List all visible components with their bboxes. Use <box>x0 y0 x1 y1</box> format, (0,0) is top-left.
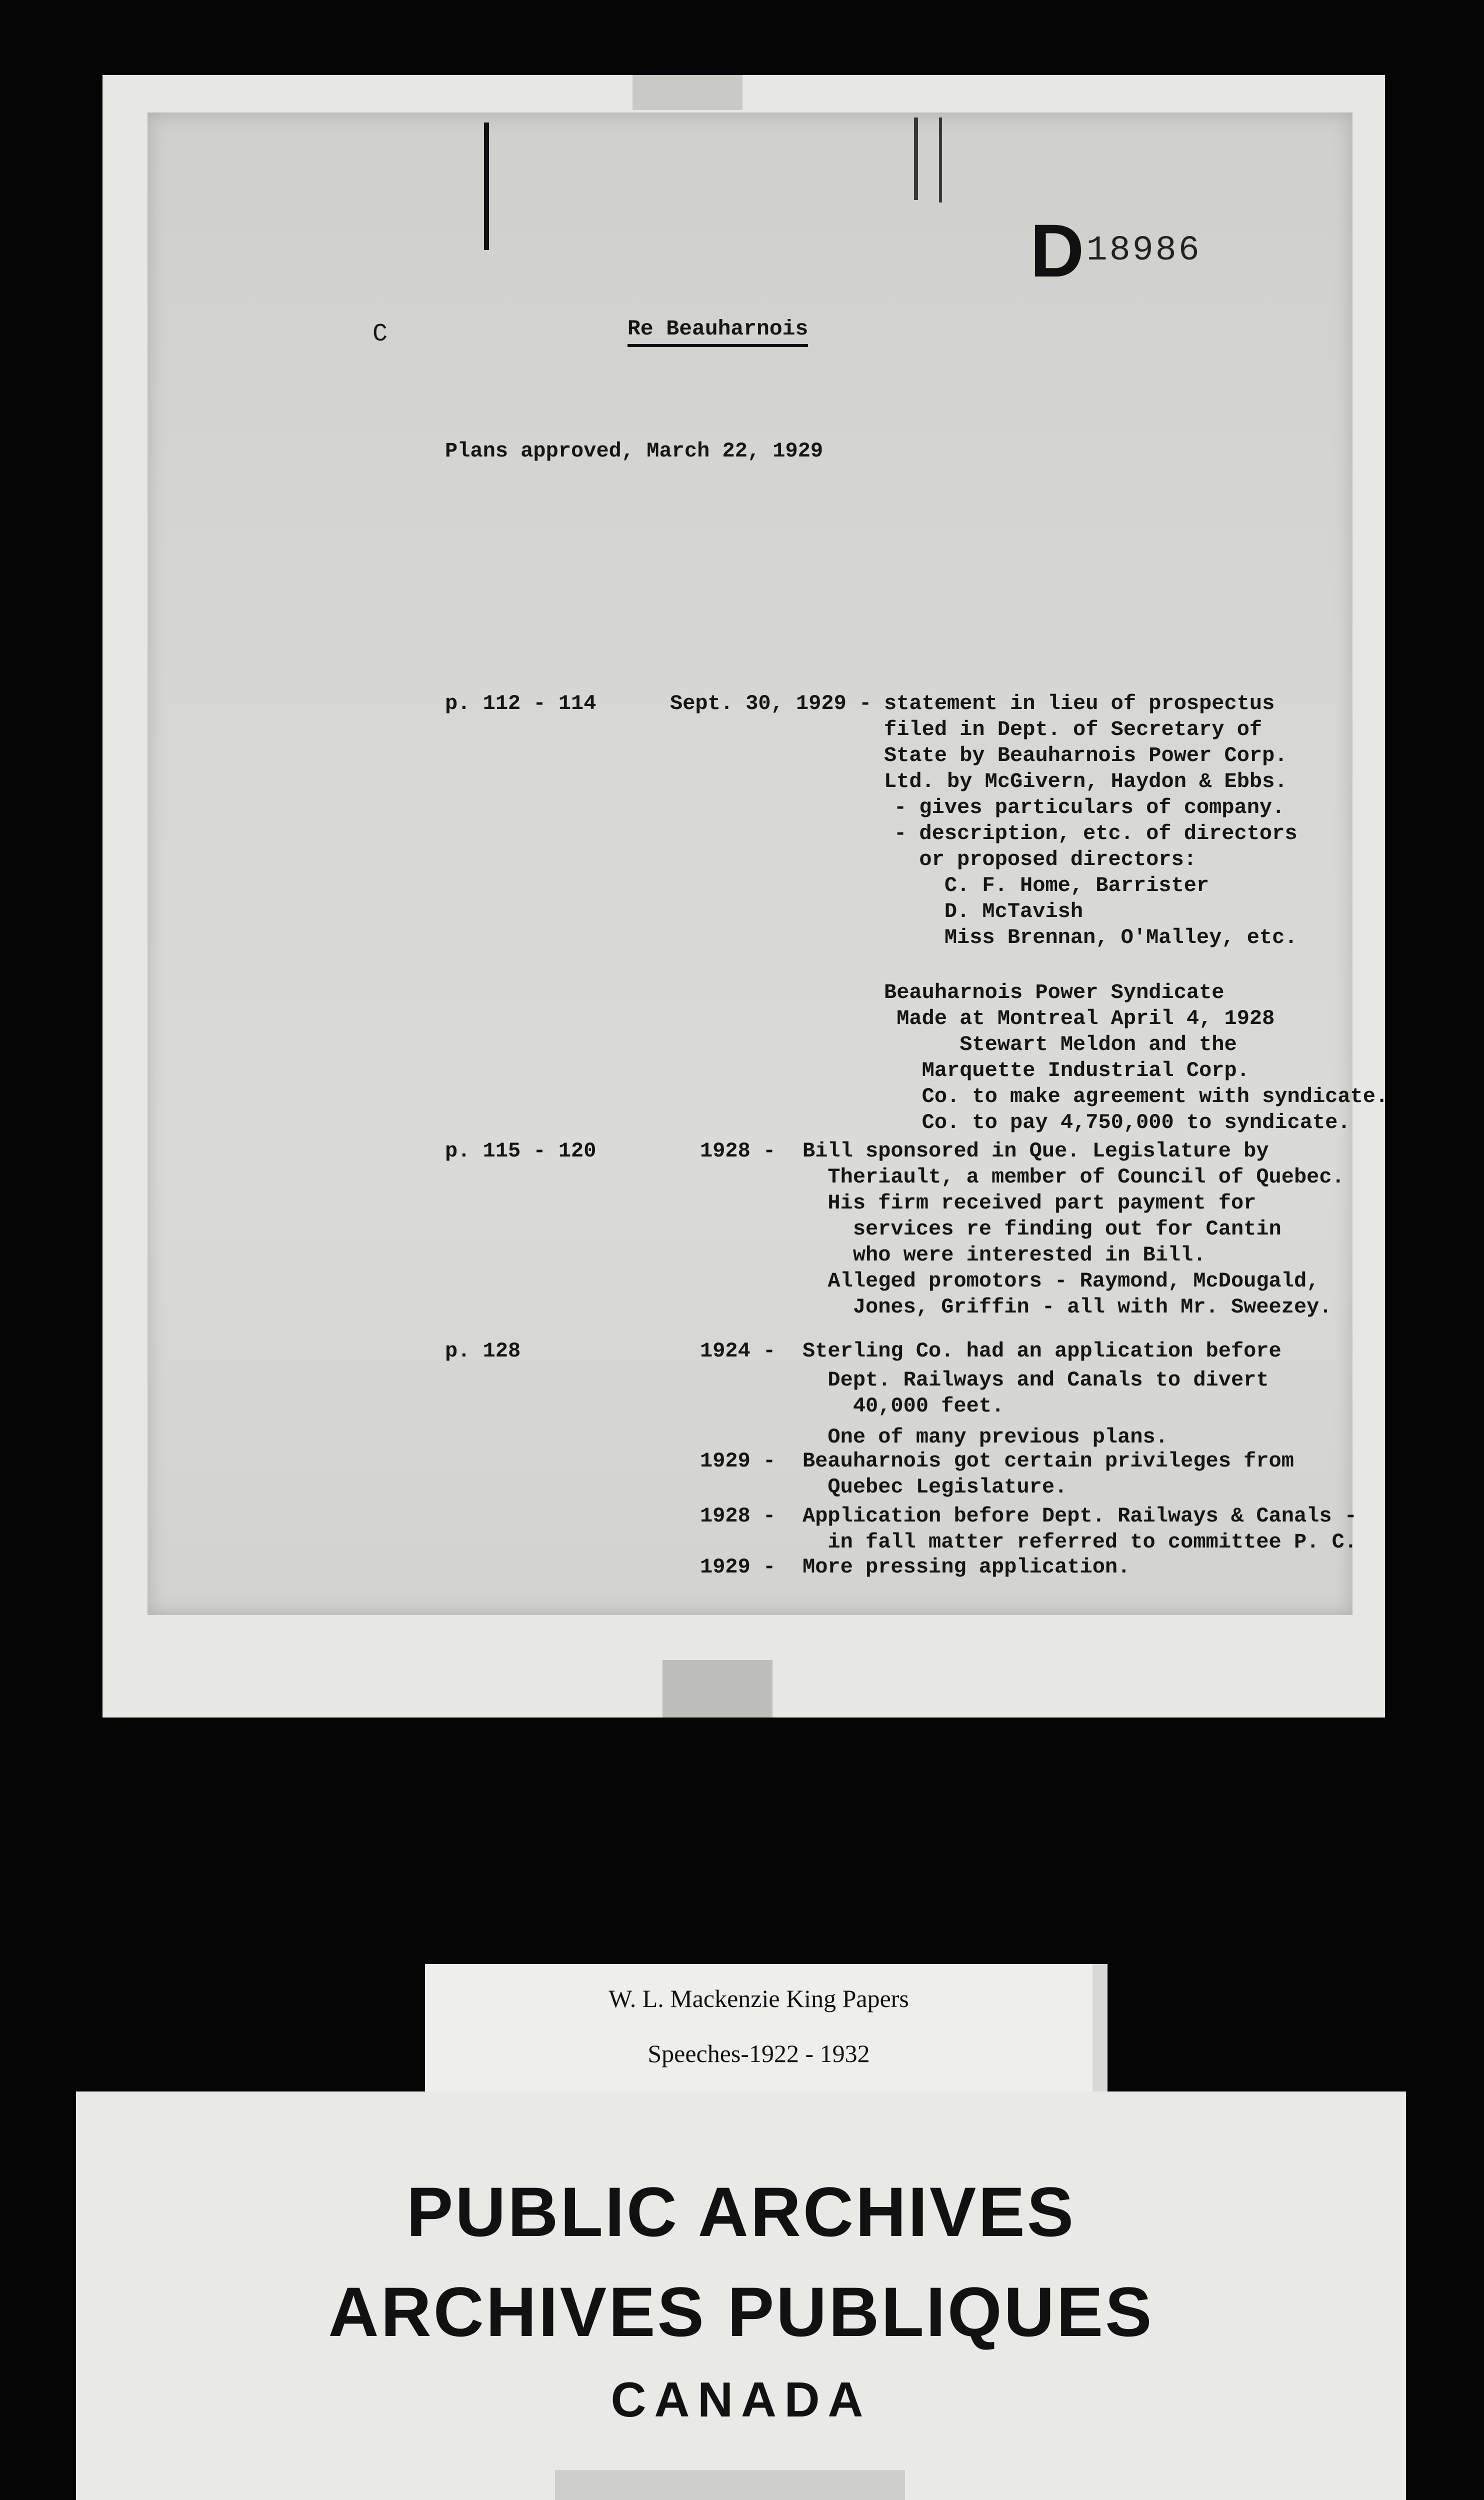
margin-mark-2 <box>914 118 918 200</box>
entry-3-line: One of many previous plans. <box>802 1425 1168 1449</box>
stamp-line-country: CANADA <box>610 2372 872 2427</box>
entry-1-line: Stewart Meldon and the <box>884 1032 1237 1056</box>
entry-4-line: Beauharnois got certain privileges from <box>802 1449 1294 1473</box>
entry-6-body <box>802 1555 1130 1603</box>
stamp-line-english: PUBLIC ARCHIVES <box>406 2172 1076 2251</box>
entry-6-line: More pressing application. <box>802 1555 1130 1579</box>
plans-approved-line: Plans approved, March 22, 1929 <box>445 439 824 463</box>
entry-4-line: Quebec Legislature. <box>802 1475 1068 1499</box>
entry-2-line: who were interested in Bill. <box>802 1243 1206 1267</box>
entry-1-body <box>884 692 1388 1134</box>
entry-2-date: 1928 - <box>700 1139 776 1163</box>
entry-1-line: or proposed directors: <box>894 848 1196 872</box>
top-mount-tab <box>632 75 742 110</box>
entry-5-date: 1928 - <box>700 1504 776 1528</box>
entry-1-line: D. McTavish <box>894 900 1084 924</box>
entry-1-line: filed in Dept. of Secretary of <box>884 718 1262 742</box>
document-id-letter: D <box>1030 208 1084 292</box>
entry-1-line: - gives particulars of company. <box>894 796 1285 820</box>
entry-1-line: Co. to pay 4,750,000 to syndicate. <box>884 1110 1350 1134</box>
collection-name: W. L. Mackenzie King Papers <box>608 1984 909 2012</box>
entry-1-line: Marquette Industrial Corp. <box>884 1058 1250 1082</box>
document-title: Re Beauharnois <box>628 316 808 347</box>
entry-1-line: Ltd. by McGivern, Haydon & Ebbs. <box>884 770 1288 794</box>
entry-6-date: 1929 - <box>700 1555 776 1579</box>
entry-1-line: Miss Brennan, O'Malley, etc. <box>894 926 1298 950</box>
entry-1-line: Beauharnois Power Syndicate <box>884 980 1224 1004</box>
entry-2-line: Alleged promotors - Raymond, McDougald, <box>802 1269 1320 1293</box>
entry-1-line: C. F. Home, Barrister <box>894 874 1210 898</box>
entry-2-line: Jones, Griffin - all with Mr. Sweezey. <box>802 1295 1332 1319</box>
entry-1-line: Co. to make agreement with syndicate. <box>884 1084 1388 1108</box>
entry-3-line: Dept. Railways and Canals to divert <box>802 1368 1269 1392</box>
entry-1-date: Sept. 30, 1929 - <box>670 692 872 716</box>
entry-1-line: - description, etc. of directors <box>894 822 1298 846</box>
entry-2-line: His firm received part payment for <box>802 1191 1256 1215</box>
entry-3-line: Sterling Co. had an application before <box>802 1339 1282 1363</box>
collection-label-card <box>425 1964 1108 2094</box>
entry-1-line: statement in lieu of prospectus <box>884 692 1275 716</box>
stamp-line-french: ARCHIVES PUBLIQUES <box>328 2272 1154 2351</box>
bottom-mount-tab <box>662 1660 772 1718</box>
document-id <box>1030 208 1202 294</box>
entry-2-line: Bill sponsored in Que. Legislature by <box>802 1139 1269 1163</box>
margin-mark-3 <box>939 118 942 202</box>
margin-mark-1 <box>484 122 489 250</box>
entry-2-body <box>802 1139 1344 1331</box>
entry-3-date: 1924 - <box>700 1339 776 1363</box>
entry-2-page-ref: p. 115 - 120 <box>445 1139 596 1163</box>
entry-1-page-ref: p. 112 - 114 <box>445 692 596 716</box>
entry-1-line: Made at Montreal April 4, 1928 <box>884 1006 1275 1030</box>
document-id-number: 18986 <box>1086 231 1202 270</box>
entry-5-line: Application before Dept. Railways & Canals - <box>802 1504 1357 1528</box>
corner-mark: C <box>372 320 388 348</box>
entry-1-line: State by Beauharnois Power Corp. <box>884 744 1288 768</box>
entry-2-line: services re finding out for Cantin <box>802 1217 1282 1241</box>
collection-series: Speeches-1922 - 1932 <box>648 2040 870 2068</box>
entry-2-line: Theriault, a member of Council of Quebec. <box>802 1165 1344 1189</box>
entry-3-page-ref: p. 128 <box>445 1339 521 1363</box>
entry-4-date: 1929 - <box>700 1449 776 1473</box>
entry-5-line: in fall matter referred to committee P. C. <box>802 1530 1357 1554</box>
entry-3-line: 40,000 feet. <box>802 1394 1004 1418</box>
stamp-bottom-tab <box>555 2470 905 2500</box>
archives-stamp-card <box>76 2092 1406 2500</box>
